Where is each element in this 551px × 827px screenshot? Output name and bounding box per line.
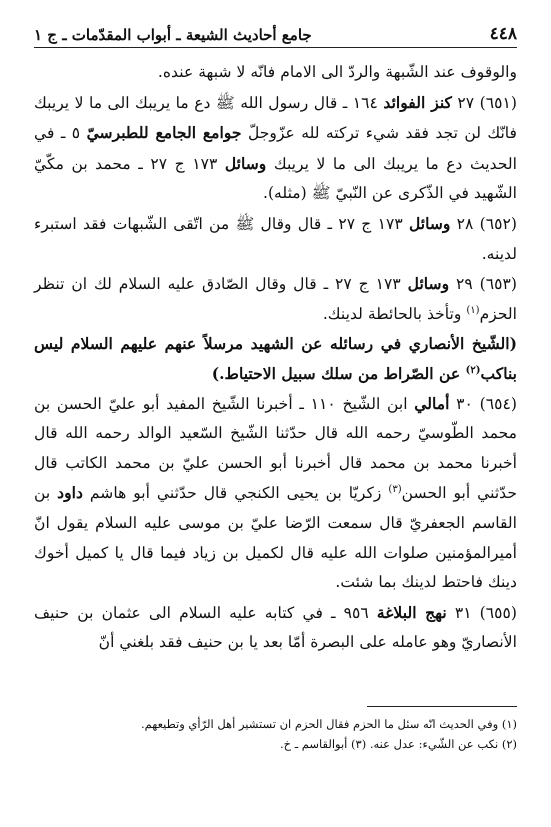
running-title: جامع أحاديث الشيعة ـ أبواب المقدّمات ـ ج ١: [34, 26, 312, 44]
hadith-text: ٥ ـ في الحديث دع ما يريبك الى ما لا يريبك: [34, 124, 517, 173]
hadith-text: بن القاسم الجعفريّ قال سمعت الرّضا عليّ بن موسى عليه السلام يقول انّ أميرالمؤمنين صلوات الله عليه قال لكميل بن زياد فيما قال يا كميل أخوك دينك فاحتط لدينك بما شئت.: [34, 484, 517, 592]
hadith-number: (٦٥٣) ٢٩: [456, 275, 517, 294]
hadith-text: وتأخذ بالحائطة لدينك.: [322, 304, 462, 323]
footnote-marker: (٣): [388, 484, 402, 496]
narrator-name: داود: [57, 483, 83, 503]
footnotes: [34, 714, 517, 754]
hadith-655: [34, 598, 517, 658]
footnote-marker: (١): [466, 304, 480, 316]
hadith-number: (٦٥٤) ٣٠: [456, 394, 517, 413]
hadith-text: ١٧٣ ج ٢٧ ـ محمد بن مكّيّ الشّهيد في الذّكرى عن النّبيّ ﷺ (مثله).: [34, 154, 517, 203]
page-header: [34, 18, 517, 44]
hadith-653: [34, 269, 517, 329]
hadith-number: (٦٥١) ٢٧: [457, 93, 517, 112]
hadith-text: ١٧٣ ج ٢٧ ـ قال وقال الصّادق عليه السلام لك ان تنظر الحزم: [34, 275, 517, 323]
source-title: جوامع الجامع للطبرسيّ: [86, 123, 242, 143]
source-title: نهج البلاغة: [376, 602, 447, 622]
header-rule: [34, 47, 517, 48]
hadith-654: [34, 389, 517, 598]
main-text: [34, 58, 517, 658]
note-text: (الشّيخ الأنصاري في رسائله عن الشهيد مرسلاً عنهم عليهم السلام ليس بناكب: [34, 334, 517, 383]
source-title: أمالي: [414, 393, 450, 413]
intro-paragraph: [34, 58, 517, 88]
page-number: ٤٤٨: [489, 24, 517, 44]
source-title: وسائل: [408, 213, 451, 233]
intro-text: والوقوف عند الشّبهة والردّ الى الامام فانّه لا شبهة عنده.: [157, 63, 517, 81]
hadith-652: [34, 209, 517, 269]
source-title: وسائل: [224, 153, 267, 173]
hadith-number: (٦٥٥) ٣١: [454, 603, 517, 622]
hadith-651: [34, 88, 517, 209]
hadith-text: ١٧٣ ج ٢٧ ـ قال وقال ﷺ من اتّقى الشّبهات فقد استبرء لدينه.: [34, 214, 517, 263]
hadith-number: (٦٥٢) ٢٨: [456, 214, 517, 233]
note-text: عن الصّراط من سلك سبيل الاحتياط.): [211, 363, 461, 383]
note-paragraph: [34, 329, 517, 388]
footnote-rule: [367, 706, 517, 707]
source-title: وسائل: [407, 274, 450, 294]
footnote-marker: (٢): [465, 364, 481, 376]
footnote-1: (١) وفي الحديث انّه سئل ما الحزم فقال الحزم ان تستشير أهل الرّأي وتطيعهم.: [140, 717, 517, 731]
footnote-2: (٢) نكب عن الشّيء: عدل عنه. (٣) أبوالقاسم ـ خ.: [279, 737, 517, 751]
hadith-text: زكريّا بن يحيى الكنجي قال حدّثني أبو هاشم: [89, 484, 382, 503]
hadith-text: ١٦٤ ـ قال رسول الله ﷺ دع ما يريبك الى ما لا يريبك فانّك لن تجد فقد شيء تركته لله عزّوجلّ: [34, 93, 518, 143]
hadith-text: ابن الشّيخ ١١٠ ـ أخبرنا الشّيخ المفيد أبو عليّ الحسن بن محمد الطّوسيّ رحمه الله قال حدّثنا الشّيخ السّعيد الوالد رحمه الله قال أخبرنا محمد بن محمد قال أخبرنا أبو الحسن عليّ بن محمد الكاتب قال حدّثني أبو الحسن: [34, 394, 517, 503]
hadith-text: ٩٥٦ ـ في كتابه عليه السلام الى عثمان بن حنيف الأنصاريّ وهو عامله على البصرة أمّا بعد يا بن حنيف فقد بلغني أنّ: [34, 603, 517, 652]
source-title: كنز الفوائد: [383, 92, 452, 112]
